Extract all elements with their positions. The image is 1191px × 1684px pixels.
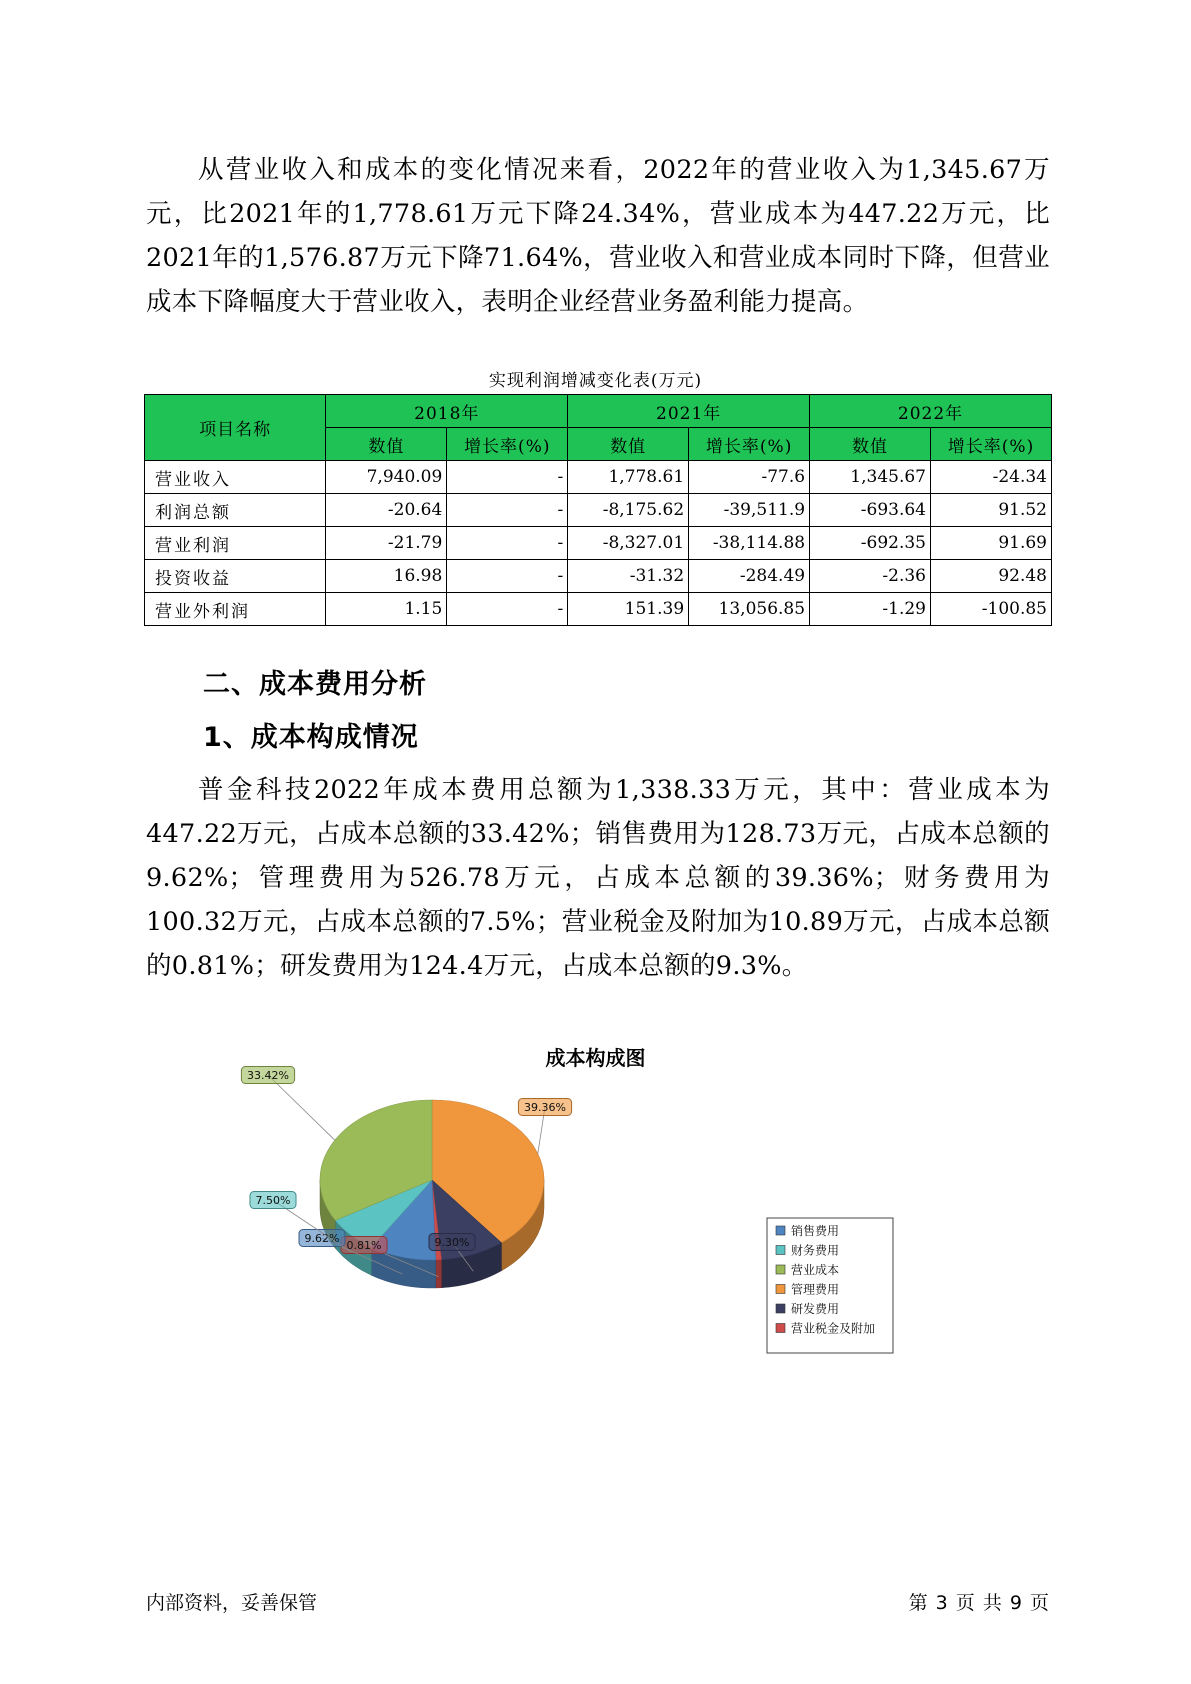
cost-pie-chart: [0, 1069, 1191, 1380]
header-year: 2022年: [810, 395, 1052, 428]
legend-item-label: 销售费用: [791, 1224, 840, 1238]
table-cell: -693.64: [810, 494, 931, 527]
table-cell: -8,327.01: [568, 527, 689, 560]
profit-change-table: [144, 394, 1052, 626]
table-cell: -1.29: [810, 593, 931, 626]
table-cell: -692.35: [810, 527, 931, 560]
subheader-growth: 增长率(%): [689, 428, 810, 461]
legend-swatch: [776, 1285, 785, 1294]
subheader-value: 数值: [568, 428, 689, 461]
table-cell: -: [447, 560, 568, 593]
table-row: [145, 560, 1052, 593]
table-row: [145, 527, 1052, 560]
legend-item-label: 研发费用: [791, 1302, 840, 1316]
table-cell: -: [447, 593, 568, 626]
header-item-name: 项目名称: [145, 395, 326, 461]
row-label: 营业收入: [145, 461, 326, 494]
subheader-growth: 增长率(%): [931, 428, 1052, 461]
table-cell: -2.36: [810, 560, 931, 593]
pie-data-label: 9.30%: [434, 1236, 470, 1249]
table-cell: 1.15: [326, 593, 447, 626]
table-cell: -: [447, 461, 568, 494]
table-cell: -: [447, 494, 568, 527]
footer-confidential-note: 内部资料，妥善保管: [146, 1592, 318, 1614]
pie-data-label: 9.62%: [304, 1232, 340, 1245]
legend-item-label: 管理费用: [791, 1282, 840, 1297]
pie-data-label: 33.42%: [247, 1069, 289, 1082]
subheader-growth: 增长率(%): [447, 428, 568, 461]
table-cell: -39,511.9: [689, 494, 810, 527]
table-cell: -21.79: [326, 527, 447, 560]
table-cell: -284.49: [689, 560, 810, 593]
row-label: 投资收益: [145, 560, 326, 593]
table-cell: -77.6: [689, 461, 810, 494]
table-cell: -38,114.88: [689, 527, 810, 560]
table-cell: -100.85: [931, 593, 1052, 626]
table-cell: 91.69: [931, 527, 1052, 560]
header-year: 2021年: [568, 395, 810, 428]
legend-swatch: [776, 1265, 785, 1274]
legend-swatch: [776, 1226, 785, 1235]
pie-data-label: 0.81%: [346, 1239, 382, 1252]
subsection-heading: 1、成本构成情况: [203, 722, 419, 753]
legend-item-label: 营业成本: [791, 1263, 840, 1277]
legend-swatch: [776, 1246, 785, 1255]
pie-data-label: 39.36%: [524, 1101, 566, 1114]
table-title: 实现利润增减变化表(万元): [488, 371, 703, 391]
legend-swatch: [776, 1324, 785, 1333]
table-cell: -20.64: [326, 494, 447, 527]
table-cell: 151.39: [568, 593, 689, 626]
table-cell: 91.52: [931, 494, 1052, 527]
legend-item-label: 营业税金及附加: [791, 1321, 876, 1336]
subheader-value: 数值: [326, 428, 447, 461]
table-cell: 7,940.09: [326, 461, 447, 494]
pie-data-label: 7.50%: [255, 1194, 291, 1207]
header-year: 2018年: [326, 395, 568, 428]
table-cell: 16.98: [326, 560, 447, 593]
table-cell: 92.48: [931, 560, 1052, 593]
analysis-paragraph-revenue: 从营业收入和成本的变化情况来看，2022年的营业收入为1,345.67万元，比2021年的1,778.61万元下降24.34%，营业成本为447.22万元，比2021年的1,576.87万元下降71.64%，营业收入和营业成本同时下降，但营业成本下降幅度大于营业收入，表明企业经营业务盈利能力提高。: [146, 155, 1050, 317]
pie-slice-side: [436, 1260, 442, 1288]
chart-title: 成本构成图: [545, 1046, 646, 1070]
row-label: 营业外利润: [145, 593, 326, 626]
table-cell: 13,056.85: [689, 593, 810, 626]
table-cell: 1,778.61: [568, 461, 689, 494]
row-label: 利润总额: [145, 494, 326, 527]
table-row: [145, 494, 1052, 527]
chart-legend: [767, 1218, 893, 1353]
table-cell: 1,345.67: [810, 461, 931, 494]
table-cell: -: [447, 527, 568, 560]
row-label: 营业利润: [145, 527, 326, 560]
footer-page-number: 第 3 页 共 9 页: [908, 1592, 1050, 1614]
table-cell: -31.32: [568, 560, 689, 593]
section-heading: 二、成本费用分析: [203, 669, 427, 700]
table-row: [145, 461, 1052, 494]
table-cell: -8,175.62: [568, 494, 689, 527]
table-cell: -24.34: [931, 461, 1052, 494]
legend-item-label: 财务费用: [791, 1243, 840, 1258]
table-row: [145, 593, 1052, 626]
legend-swatch: [776, 1304, 785, 1313]
pie-label-leader: [268, 1075, 335, 1140]
analysis-paragraph-cost: 普金科技2022年成本费用总额为1,338.33万元，其中：营业成本为447.22万元，占成本总额的33.42%；销售费用为128.73万元，占成本总额的9.62%；管理费用为526.78万元，占成本总额的39.36%；财务费用为100.32万元，占成本总额的7.5%；营业税金及附加为10.89万元，占成本总额的0.81%；研发费用为124.4万元，占成本总额的9.3%。: [146, 775, 1050, 981]
subheader-value: 数值: [810, 428, 931, 461]
